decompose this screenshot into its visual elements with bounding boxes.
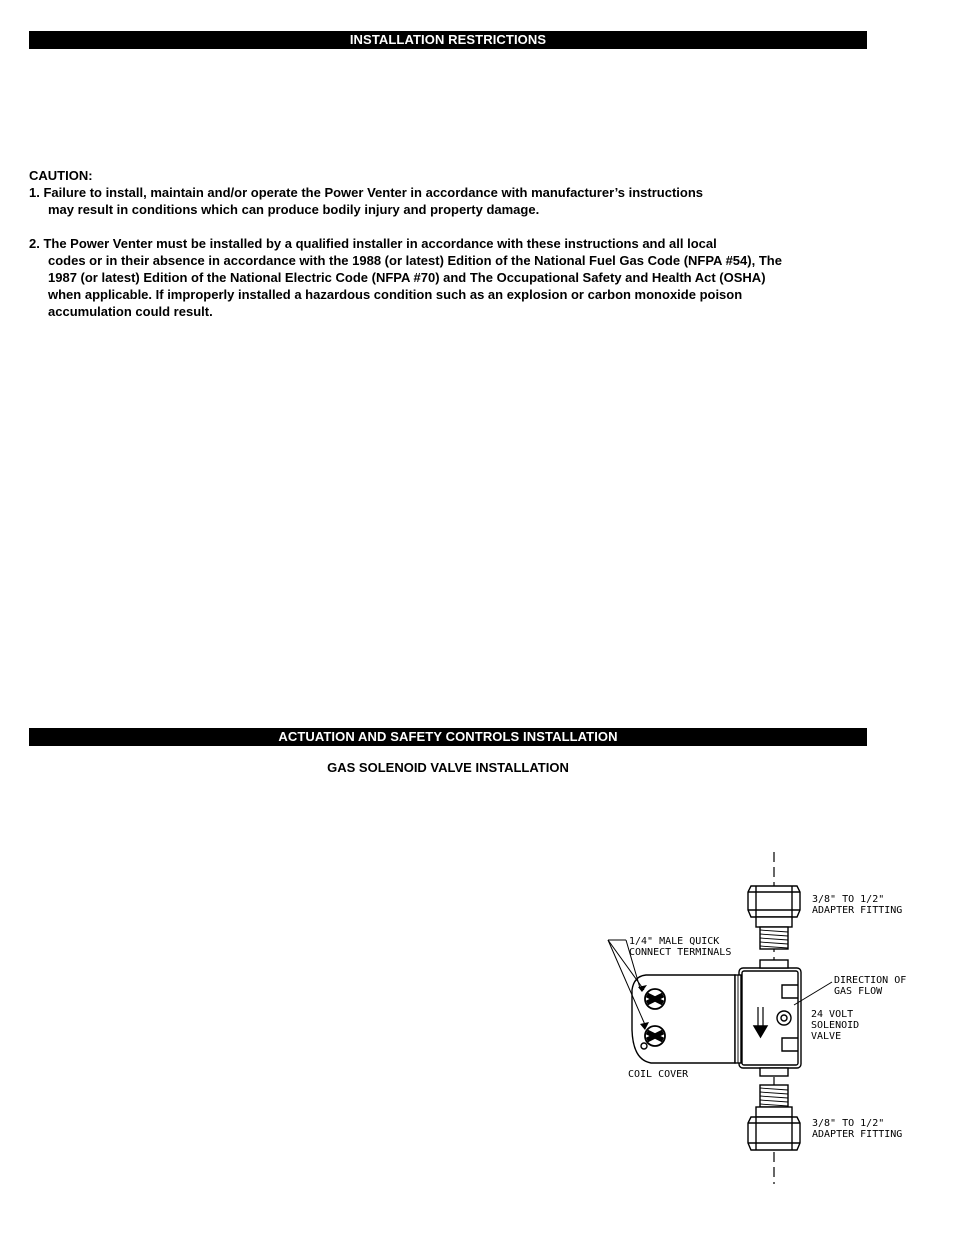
label-flow-2: GAS FLOW <box>834 986 883 997</box>
caution-item-2-line-1: 2. The Power Venter must be installed by a qualified installer in accordance with these instructions and all local <box>29 236 717 251</box>
label-coil-cover: COIL COVER <box>628 1069 689 1080</box>
caution-item-2-line-3: 1987 (or latest) Edition of the National Electric Code (NFPA #70) and The Occupational Safety and Health Act (OSHA) <box>48 270 766 285</box>
caution-item-1-line-2: may result in conditions which can produce bodily injury and property damage. <box>48 202 540 217</box>
solenoid-valve-body <box>739 960 801 1076</box>
label-top-fitting-1: 3/8" TO 1/2" <box>812 894 885 905</box>
top-adapter-fitting <box>748 886 800 949</box>
caution-heading: CAUTION: <box>29 168 93 183</box>
label-valve-1: 24 VOLT <box>811 1009 854 1020</box>
gas-solenoid-valve-diagram <box>596 850 926 1186</box>
caution-item-2-line-2: codes or in their absence in accordance with the 1988 (or latest) Edition of the National Fuel Gas Code (NFPA #54), The <box>48 253 782 268</box>
label-flow-1: DIRECTION OF <box>834 975 907 986</box>
label-terminals-2: CONNECT TERMINALS <box>629 947 732 958</box>
caution-item-1-line-1: 1. Failure to install, maintain and/or operate the Power Venter in accordance with manufacturer’s instructions <box>29 185 703 200</box>
label-valve-2: SOLENOID <box>811 1020 860 1031</box>
caution-block <box>29 167 889 320</box>
bottom-adapter-fitting <box>748 1085 800 1150</box>
caution-item-2-line-5: accumulation could result. <box>48 304 213 319</box>
label-valve-3: VALVE <box>811 1031 842 1042</box>
label-top-fitting-2: ADAPTER FITTING <box>812 905 903 916</box>
label-bottom-fitting-2: ADAPTER FITTING <box>812 1129 903 1140</box>
subheading-gas-solenoid-valve: GAS SOLENOID VALVE INSTALLATION <box>327 760 569 775</box>
quick-connect-terminal-2 <box>645 1026 665 1046</box>
label-bottom-fitting-1: 3/8" TO 1/2" <box>812 1118 885 1129</box>
label-terminals-1: 1/4" MALE QUICK <box>629 936 720 947</box>
section-header-actuation-controls: ACTUATION AND SAFETY CONTROLS INSTALLATION <box>29 728 867 746</box>
section-header-installation-restrictions: INSTALLATION RESTRICTIONS <box>29 31 867 49</box>
quick-connect-terminal-1 <box>645 989 665 1009</box>
coil-cover <box>632 975 741 1063</box>
caution-item-2-line-4: when applicable. If improperly installed a hazardous condition such as an explosion or carbon monoxide poison <box>48 287 743 302</box>
